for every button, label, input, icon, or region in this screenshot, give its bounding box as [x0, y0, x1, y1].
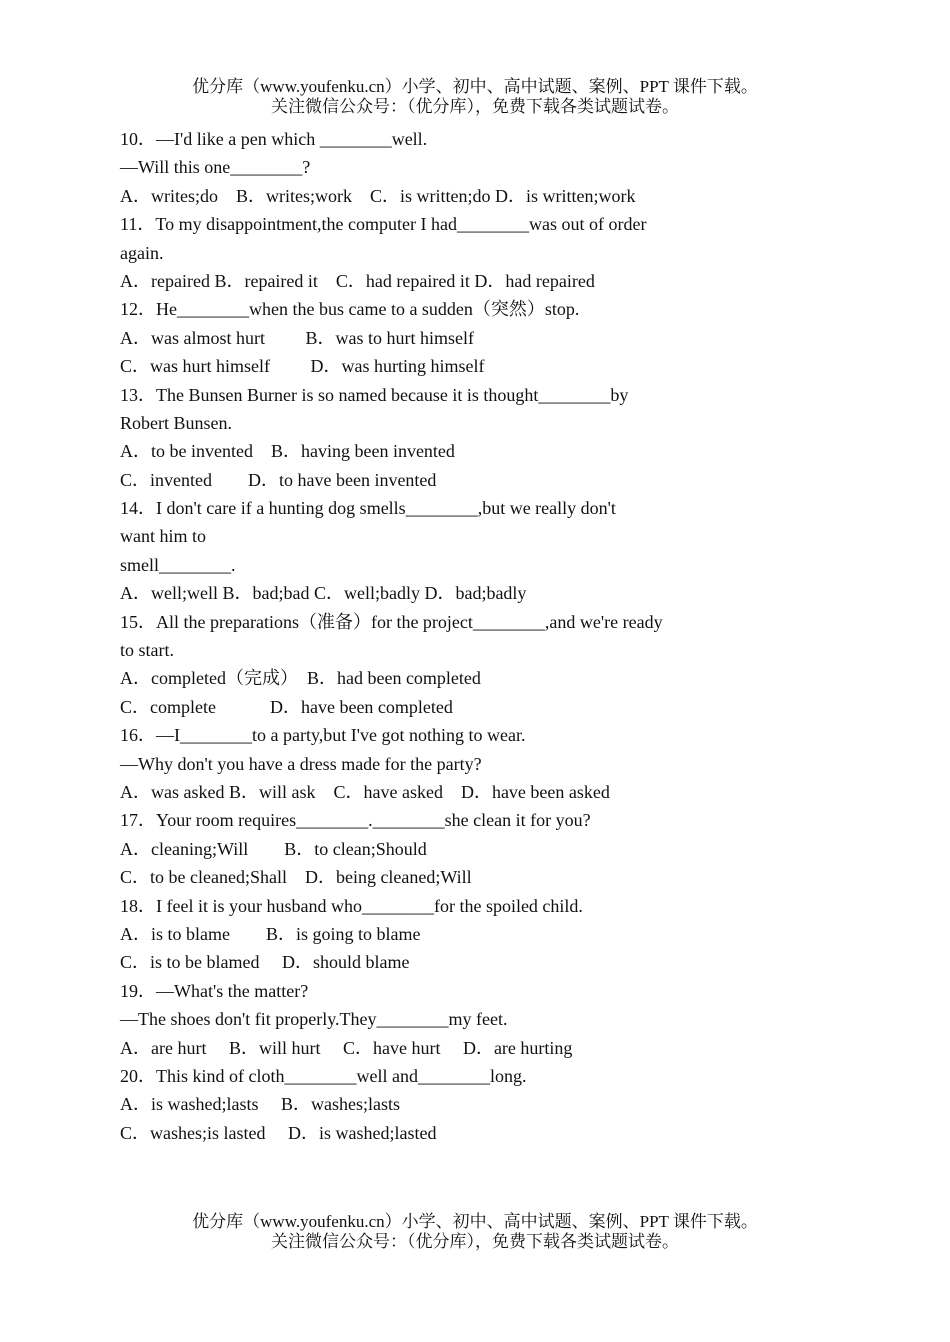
text-line: 12．He________when the bus came to a sudden（突然）stop. — [120, 299, 580, 320]
text-line: Robert Bunsen. — [120, 412, 232, 433]
text-line: 17．Your room requires________.________she clean it for you? — [120, 810, 591, 831]
text-line: 10．—I'd like a pen which ________well. — [120, 129, 428, 149]
question-content — [120, 125, 720, 1147]
header-line-2: 关注微信公众号：（优分库），免费下载各类试题试卷。 — [271, 97, 679, 116]
text-line: A．to be invented B．having been invented — [120, 441, 455, 462]
text-line: again. — [120, 242, 164, 263]
text-line: C．to be cleaned;Shall D．being cleaned;Will — [120, 867, 472, 888]
text-line: A．completed（完成） B．had been completed — [120, 668, 481, 689]
text-line: C．is to be blamed D．should blame — [120, 952, 410, 973]
text-line: 20．This kind of cloth________well and________long. — [120, 1065, 527, 1086]
header-line-1: 优分库（www.youfenku.cn）小学、初中、高中试题、案例、PPT 课件下载。 — [192, 77, 758, 96]
text-line: —Will this one________? — [120, 157, 311, 178]
text-line: —Why don't you have a dress made for the party? — [120, 753, 482, 774]
text-line: smell________. — [120, 554, 236, 575]
page-footer — [0, 1212, 950, 1252]
text-line: 18．I feel it is your husband who________for the spoiled child. — [120, 895, 583, 916]
text-line: A．well;well B．bad;bad C．well;badly D．bad;badly — [120, 583, 527, 604]
text-line: want him to — [120, 526, 206, 547]
text-line: A．repaired B．repaired it C．had repaired it D．had repaired — [120, 270, 595, 291]
text-line: C．washes;is lasted D．is washed;lasted — [120, 1122, 437, 1143]
text-line: 19．—What's the matter? — [120, 980, 309, 1001]
text-line: 11．To my disappointment,the computer I had________was out of order — [120, 214, 647, 235]
text-line: A．was asked B．will ask C．have asked D．have been asked — [120, 781, 610, 802]
text-line: A．are hurt B．will hurt C．have hurt D．are hurting — [120, 1037, 573, 1058]
page-header — [0, 77, 950, 117]
text-line: to start. — [120, 640, 174, 661]
text-line: C．was hurt himself D．was hurting himself — [120, 356, 485, 377]
text-line: A．cleaning;Will B．to clean;Should — [120, 838, 427, 859]
text-line: —The shoes don't fit properly.They________my feet. — [120, 1009, 508, 1030]
text-line: A．is washed;lasts B．washes;lasts — [120, 1094, 400, 1115]
text-line: 16．—I________to a party,but I've got nothing to wear. — [120, 725, 526, 746]
footer-line-1: 优分库（www.youfenku.cn）小学、初中、高中试题、案例、PPT 课件下载。 — [192, 1212, 758, 1231]
text-line: 13．The Bunsen Burner is so named because it is thought________by — [120, 384, 629, 405]
text-line: C．complete D．have been completed — [120, 696, 453, 717]
text-line: A．was almost hurt B．was to hurt himself — [120, 327, 474, 348]
text-line: 14．I don't care if a hunting dog smells________,but we really don't — [120, 498, 616, 519]
text-line: C．invented D．to have been invented — [120, 469, 437, 490]
text-line: A．is to blame B．is going to blame — [120, 923, 421, 944]
text-line: A．writes;do B．writes;work C．is written;do D．is written;work — [120, 185, 636, 206]
footer-line-2: 关注微信公众号：（优分库），免费下载各类试题试卷。 — [271, 1232, 679, 1251]
text-line: 15．All the preparations（准备）for the project________,and we're ready — [120, 611, 663, 632]
